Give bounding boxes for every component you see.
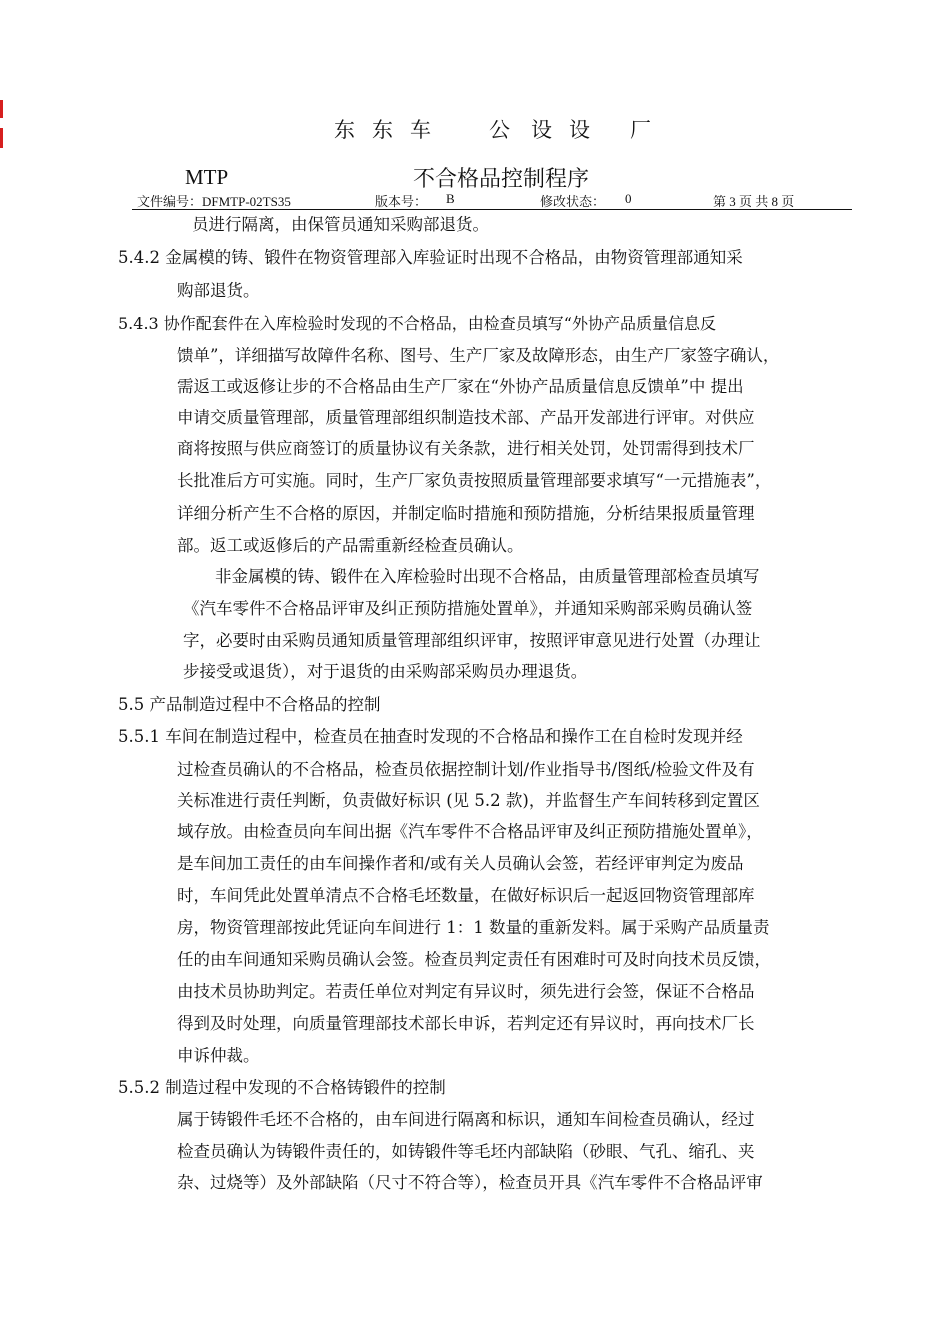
body-line: 杂、过烧等）及外部缺陷（尺寸不符合等），检查员开具《汽车零件不合格品评审 — [177, 1173, 763, 1192]
body-line: 步接受或退货），对于退货的由采购部采购员办理退货。 — [183, 662, 588, 681]
company-char: 设 — [531, 118, 552, 142]
body-line: 任的由车间通知采购员确认会签。检查员判定责任有困难时可及时向技术员反馈， — [177, 950, 771, 969]
body-line: 过检查员确认的不合格品，检查员依据控制计划/作业指导书/图纸/检验文件及有 — [177, 760, 755, 779]
binding-mark-top — [0, 100, 3, 118]
body-line: 由技术员协助判定。若责任单位对判定有异议时，须先进行会签，保证不合格品 — [177, 982, 755, 1001]
body-line: 申诉仲裁。 — [177, 1046, 260, 1065]
binding-mark-bottom — [0, 128, 3, 148]
body-line: 属于铸锻件毛坯不合格的，由车间进行隔离和标识，通知车间检查员确认，经过 — [177, 1110, 755, 1129]
section-heading: 5.5.2 制造过程中发现的不合格铸锻件的控制 — [118, 1078, 446, 1097]
body-line: 《汽车零件不合格品评审及纠正预防措施处置单》，并通知采购部采购员确认签 — [183, 599, 753, 618]
body-line: 房，物资管理部按此凭证向车间进行 1：1 数量的重新发料。属于采购产品质量责 — [177, 918, 770, 937]
body-line: 部。返工或返修后的产品需重新经检查员确认。 — [177, 536, 524, 555]
body-line: 检查员确认为铸锻件责任的，如铸锻件等毛坯内部缺陷（砂眼、气孔、缩孔、夹 — [177, 1142, 755, 1161]
body-line: 是车间加工责任的由车间操作者和/或有关人员确认会签，若经评审判定为废品 — [177, 854, 744, 873]
file-number: 文件编号：DFMTP-02TS35 — [137, 194, 291, 209]
body-line: 5.4.2 金属模的铸、锻件在物资管理部入库验证时出现不合格品，由物资管理部通知采 — [118, 248, 743, 267]
body-line: 馈单”，详细描写故障件名称、图号、生产厂家及故障形态，由生产厂家签字确认， — [177, 346, 780, 365]
body-line: 长批准后方可实施。同时，生产厂家负责按照质量管理部要求填写“一元措施表”， — [177, 471, 772, 490]
version-label: 版本号： — [375, 194, 428, 209]
body-line: 员进行隔离，由保管员通知采购部退货。 — [192, 215, 489, 234]
company-char: 东 — [334, 118, 355, 142]
document-title: 不合格品控制程序 — [413, 167, 590, 192]
company-char: 公 — [489, 118, 510, 142]
company-char: 东 — [372, 118, 393, 142]
mtp-label: MTP — [185, 165, 229, 189]
body-line: 得到及时处理，向质量管理部技术部长申诉，若判定还有异议时，再向技术厂长 — [177, 1014, 755, 1033]
body-line: 申请交质量管理部，质量管理部组织制造技术部、产品开发部进行评审。对供应 — [177, 408, 755, 427]
version-value: B — [446, 191, 455, 206]
company-char: 厂 — [630, 118, 651, 142]
company-name — [334, 114, 651, 144]
revision-value: 0 — [625, 191, 632, 206]
body-line: 关标准进行责任判断，负责做好标识 (见 5.2 款)，并监督生产车间转移到定置区 — [177, 791, 760, 810]
company-char: 车 — [410, 118, 431, 142]
header-rule — [132, 209, 852, 210]
body-line: 域存放。由检查员向车间出据《汽车零件不合格品评审及纠正预防措施处置单》， — [177, 822, 763, 841]
body-line: 时，车间凭此处置单清点不合格毛坯数量，在做好标识后一起返回物资管理部库 — [177, 886, 755, 905]
company-char: 设 — [569, 118, 590, 142]
body-line: 非金属模的铸、锻件在入库检验时出现不合格品，由质量管理部检查员填写 — [215, 567, 760, 586]
body-line: 购部退货。 — [177, 281, 260, 300]
body-line: 字，必要时由采购员通知质量管理部组织评审，按照评审意见进行处置（办理让 — [183, 631, 761, 650]
page-info: 第 3 页 共 8 页 — [713, 194, 795, 209]
body-line: 5.4.3 协作配套件在入库检验时发现的不合格品，由检查员填写“外协产品质量信息反 — [118, 314, 716, 333]
section-heading: 5.5 产品制造过程中不合格品的控制 — [118, 695, 381, 714]
body-line: 需返工或返修让步的不合格品由生产厂家在“外协产品质量信息反馈单”中 提出 — [177, 377, 744, 396]
body-line: 详细分析产生不合格的原因，并制定临时措施和预防措施，分析结果报质量管理 — [177, 504, 755, 523]
body-line: 商将按照与供应商签订的质量协议有关条款，进行相关处罚，处罚需得到技术厂 — [177, 439, 755, 458]
revision-label: 修改状态： — [540, 194, 606, 209]
body-line: 5.5.1 车间在制造过程中，检查员在抽查时发现的不合格品和操作工在自检时发现并经 — [118, 727, 743, 746]
